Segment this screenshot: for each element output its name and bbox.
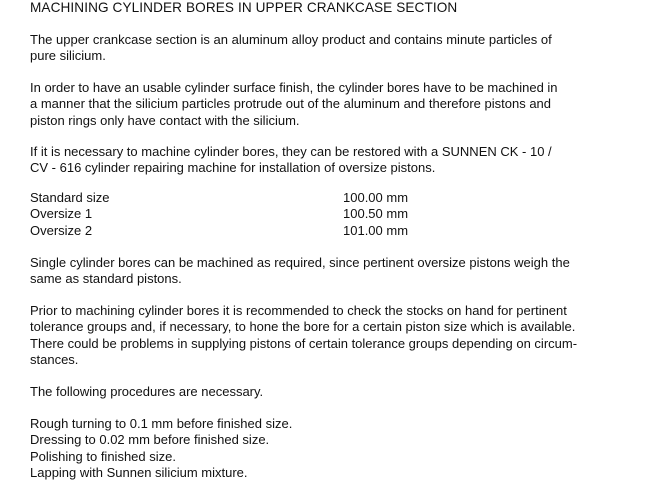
size-row-standard [30, 190, 443, 206]
bore-size-table [30, 190, 443, 239]
paragraph-line: stances. [30, 352, 79, 368]
paragraph-line: In order to have an usable cylinder surface finish, the cylinder bores have to be machined in [30, 80, 558, 95]
size-value: 100.00 mm [343, 190, 409, 205]
paragraph-line: The following procedures are necessary. [30, 384, 264, 399]
procedure-item-lapping: Lapping with Sunnen silicium mixture. [30, 465, 248, 481]
size-label: Oversize 1 [30, 206, 93, 222]
paragraph-line: CV - 616 cylinder repairing machine for installation of oversize pistons. [30, 160, 436, 176]
paragraph-line: pure silicium. [30, 48, 106, 64]
size-value: 100.50 mm [343, 206, 409, 222]
paragraph-surface-finish [30, 80, 630, 129]
paragraph-procedures-intro [30, 384, 630, 400]
paragraph-line: same as standard pistons. [30, 271, 182, 287]
paragraph-line: The upper crankcase section is an aluminum alloy product and contains minute particles of [30, 32, 552, 47]
size-value: 101.00 mm [343, 222, 409, 238]
paragraph-tolerance-groups [30, 303, 630, 369]
size-label: Oversize 2 [30, 222, 93, 238]
page-title: MACHINING CYLINDER BORES IN UPPER CRANKCASE SECTION [30, 0, 458, 15]
paragraph-line: If it is necessary to machine cylinder bores, they can be restored with a SUNNEN CK - 10 / [30, 144, 552, 159]
procedure-item-rough-turning: Rough turning to 0.1 mm before finished size. [30, 416, 293, 431]
paragraph-line: Prior to machining cylinder bores it is recommended to check the stocks on hand for pertinent [30, 303, 567, 318]
size-row-oversize-1 [30, 206, 443, 222]
paragraph-line: There could be problems in supplying pistons of certain tolerance groups depending on circum- [30, 335, 578, 351]
procedure-item-polishing: Polishing to finished size. [30, 448, 176, 464]
paragraph-line: a manner that the silicium particles protrude out of the aluminum and therefore pistons and [30, 96, 552, 112]
paragraph-line: Single cylinder bores can be machined as required, since pertinent oversize pistons weigh the [30, 255, 570, 270]
paragraph-crankcase-material [30, 32, 630, 65]
paragraph-single-bores [30, 255, 630, 288]
size-label: Standard size [30, 190, 110, 205]
procedure-item-dressing: Dressing to 0.02 mm before finished size. [30, 432, 270, 448]
size-row-oversize-2 [30, 223, 443, 239]
paragraph-sunnen-machine [30, 144, 630, 177]
paragraph-line: tolerance groups and, if necessary, to hone the bore for a certain piston size which is available. [30, 319, 576, 335]
procedure-list [30, 416, 630, 482]
paragraph-line: piston rings only have contact with the silicium. [30, 112, 300, 128]
